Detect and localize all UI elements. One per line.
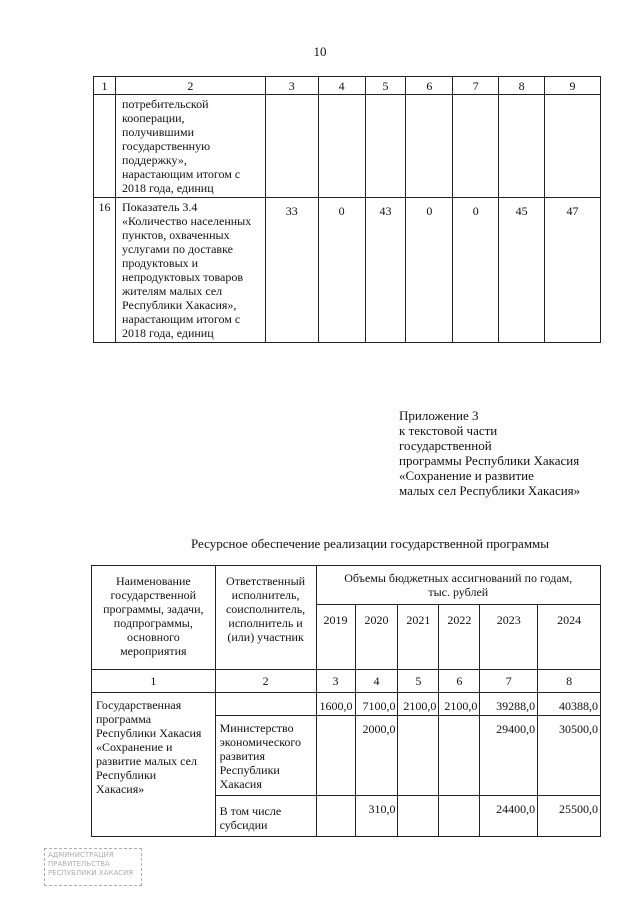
amount-cell bbox=[316, 716, 355, 796]
amount-cell bbox=[439, 796, 480, 837]
value-cell: 47 bbox=[545, 198, 601, 343]
page-number: 10 bbox=[313, 44, 327, 59]
header-cell: 2 bbox=[115, 77, 265, 95]
year-header: 2024 bbox=[538, 605, 601, 670]
amount-cell bbox=[316, 796, 355, 837]
amount-cell: 1600,0 bbox=[316, 693, 355, 716]
column-number: 2 bbox=[215, 670, 316, 693]
column-number: 3 bbox=[316, 670, 355, 693]
header-row bbox=[92, 566, 601, 605]
executor-name: Министерство экономического развития Республики Хакасия bbox=[215, 716, 316, 796]
table-row bbox=[94, 198, 601, 343]
value-cell: 0 bbox=[318, 198, 365, 343]
indicators-header-row bbox=[94, 77, 601, 95]
table-row bbox=[92, 693, 601, 716]
column-number: 1 bbox=[92, 670, 216, 693]
column-number: 6 bbox=[439, 670, 480, 693]
program-column-header: Наименование государственной программы, задачи, подпрограммы, основного мероприятия bbox=[92, 566, 216, 670]
amount-cell: 30500,0 bbox=[538, 716, 601, 796]
header-cell: 7 bbox=[453, 77, 499, 95]
resources-table bbox=[91, 565, 601, 837]
amount-cell: 7100,0 bbox=[355, 693, 398, 716]
year-header: 2019 bbox=[316, 605, 355, 670]
value-cell: 33 bbox=[265, 198, 318, 343]
amount-cell bbox=[398, 796, 439, 837]
indicator-name: Показатель 3.4 «Количество населенных пунктов, охваченных услугами по доставке продуктовых и непродуктовых товаров жителям малых сел Республики Хакасия», нарастающим итогом с 2018 года, единиц bbox=[115, 198, 265, 343]
executor-name: В том числе субсидии bbox=[215, 796, 316, 837]
header-cell: 1 bbox=[94, 77, 116, 95]
column-number: 8 bbox=[538, 670, 601, 693]
indicator-name: потребительской кооперации, получившими государственную поддержку», нарастающим итогом с 2018 года, единиц bbox=[115, 95, 265, 198]
year-header: 2023 bbox=[480, 605, 538, 670]
program-name: Государственная программа Республики Хакасия «Сохранение и развитие малых сел Республики Хакасия» bbox=[92, 693, 216, 837]
budget-header: Объемы бюджетных ассигнований по годам, тыс. рублей bbox=[316, 566, 600, 605]
amount-cell: 25500,0 bbox=[538, 796, 601, 837]
faded-stamp: АДМИНИСТРАЦИЯ ПРАВИТЕЛЬСТВА РЕСПУБЛИКИ ХАКАСИЯ bbox=[44, 848, 142, 886]
year-header: 2022 bbox=[439, 605, 480, 670]
header-cell: 9 bbox=[545, 77, 601, 95]
amount-cell: 2100,0 bbox=[398, 693, 439, 716]
amount-cell bbox=[439, 716, 480, 796]
header-cell: 8 bbox=[499, 77, 545, 95]
executor-column-header: Ответственный исполнитель, соисполнитель, исполнитель и (или) участник bbox=[215, 566, 316, 670]
row-number: 16 bbox=[94, 198, 116, 343]
amount-cell: 2000,0 bbox=[355, 716, 398, 796]
value-cell: 45 bbox=[499, 198, 545, 343]
amount-cell: 39288,0 bbox=[480, 693, 538, 716]
header-cell: 5 bbox=[365, 77, 406, 95]
amount-cell: 310,0 bbox=[355, 796, 398, 837]
amount-cell: 40388,0 bbox=[538, 693, 601, 716]
column-number: 4 bbox=[355, 670, 398, 693]
header-cell: 3 bbox=[265, 77, 318, 95]
amount-cell: 24400,0 bbox=[480, 796, 538, 837]
value-cell: 0 bbox=[406, 198, 453, 343]
amount-cell bbox=[398, 716, 439, 796]
column-number: 7 bbox=[480, 670, 538, 693]
section-title: Ресурсное обеспечение реализации государственной программы bbox=[190, 536, 550, 551]
year-header: 2020 bbox=[355, 605, 398, 670]
column-number-row bbox=[92, 670, 601, 693]
value-cell: 0 bbox=[453, 198, 499, 343]
table-row bbox=[94, 95, 601, 198]
indicators-table bbox=[93, 76, 601, 343]
amount-cell: 29400,0 bbox=[480, 716, 538, 796]
header-cell: 6 bbox=[406, 77, 453, 95]
amount-cell: 2100,0 bbox=[439, 693, 480, 716]
value-cell: 43 bbox=[365, 198, 406, 343]
column-number: 5 bbox=[398, 670, 439, 693]
year-header: 2021 bbox=[398, 605, 439, 670]
header-cell: 4 bbox=[318, 77, 365, 95]
appendix-caption: Приложение 3 к текстовой части государственной программы Республики Хакасия «Сохранение и развитие малых сел Республики Хакасия» bbox=[399, 408, 581, 498]
